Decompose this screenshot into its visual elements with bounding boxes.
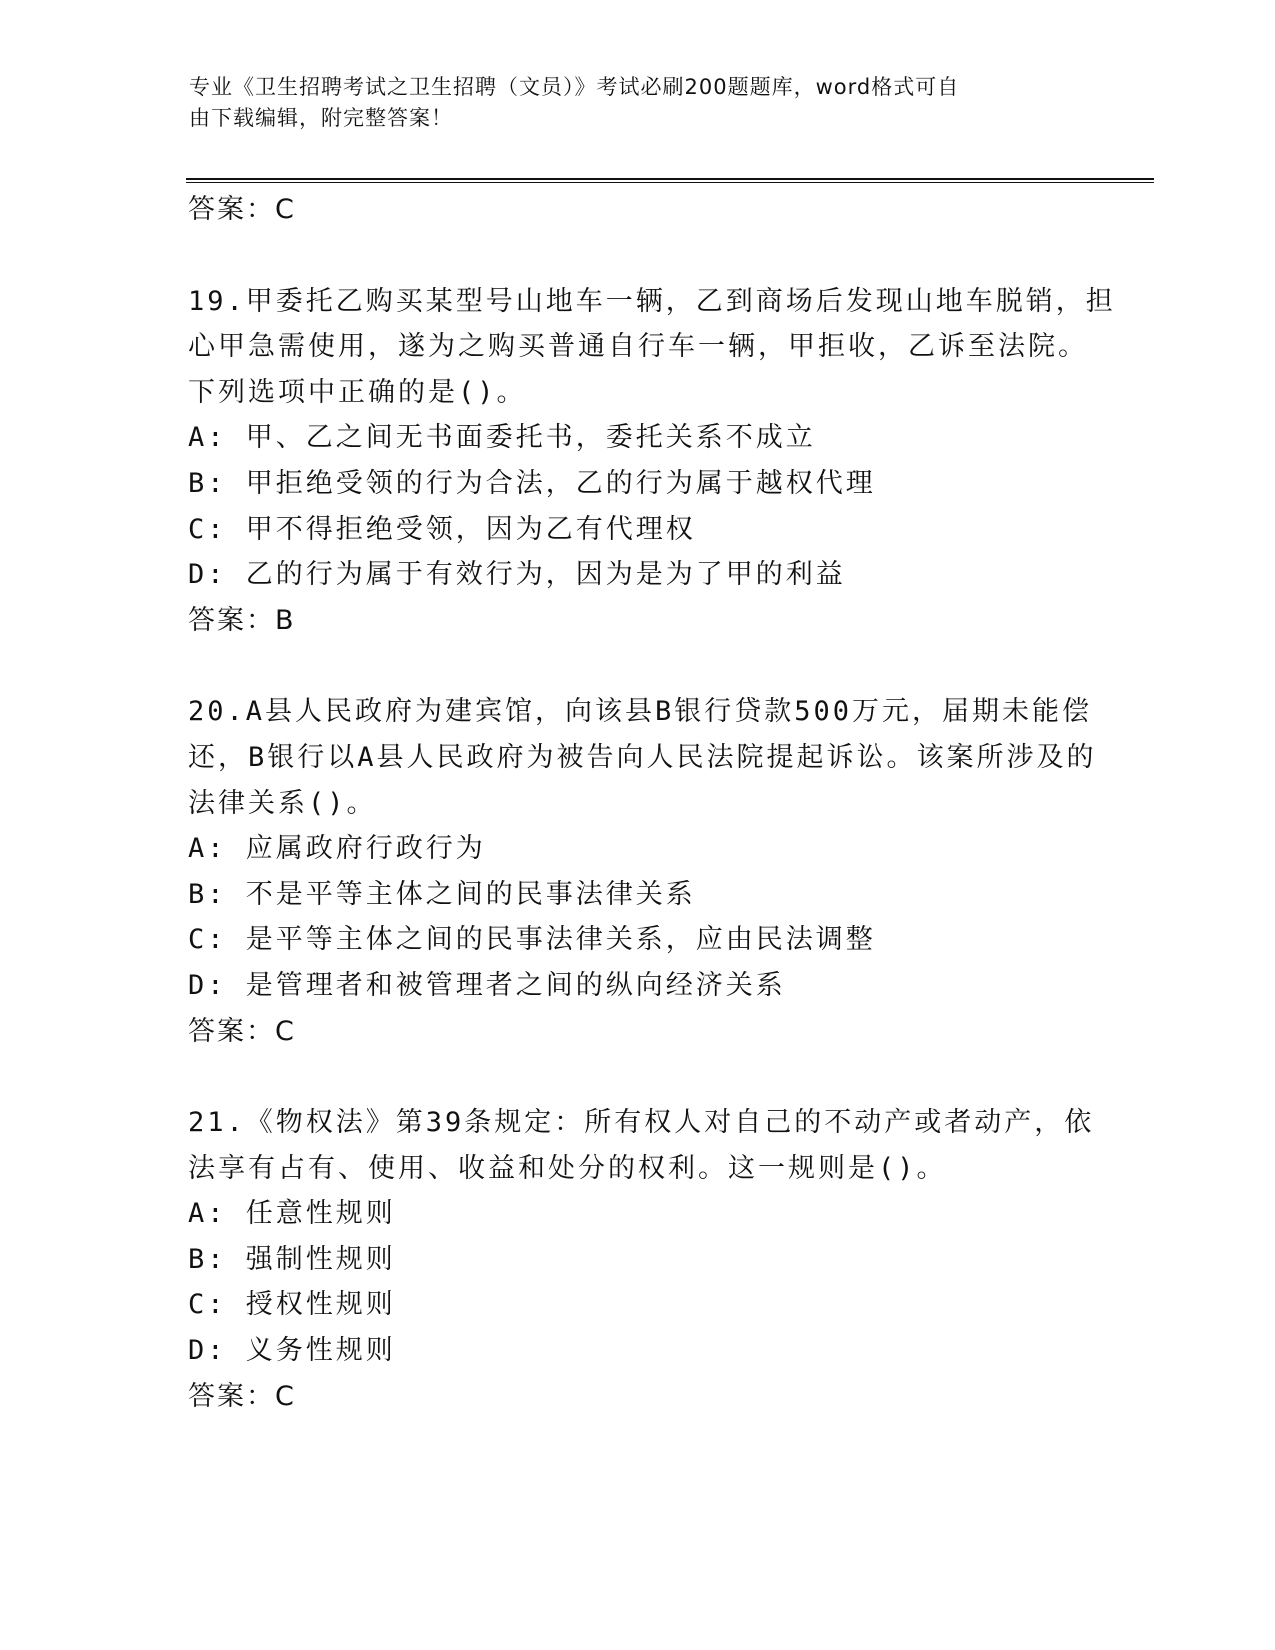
question-block [188,279,1116,644]
header-line: 由下载编辑，附完整答案！ [189,106,453,130]
question-stem-line: 下列选项中正确的是()。 [188,376,527,408]
question-stem-line: 21.《物权法》第39条规定：所有权人对自己的不动产或者动产，依 [188,1107,1095,1139]
option-d: D: 义务性规则 [188,1335,396,1367]
option-a: A: 应属政府行政行为 [188,833,486,865]
option-a: A: 任意性规则 [188,1198,396,1230]
option-b: B: 甲拒绝受领的行为合法，乙的行为属于越权代理 [188,467,876,499]
answer-line: 答案：C [188,1380,296,1412]
question-block [188,689,1097,1054]
option-c: C: 甲不得拒绝受领，因为乙有代理权 [188,513,696,545]
question-stem-line: 20.A县人民政府为建宾馆，向该县B银行贷款500万元，届期未能偿 [188,696,1093,728]
question-stem-line: 还，B银行以A县人民政府为被告向人民法院提起诉讼。该案所涉及的 [188,741,1097,773]
question-stem-line: 法享有占有、使用、收益和处分的权利。这一规则是()。 [188,1152,947,1184]
option-b: B: 强制性规则 [188,1243,396,1275]
question-stem-line: 法律关系()。 [188,787,377,819]
document-body [188,187,1116,1419]
question-stem-line: 心甲急需使用，遂为之购买普通自行车一辆，甲拒收，乙诉至法院。 [188,331,1088,363]
header-rule [186,178,1154,180]
answer-line: 答案：B [188,604,296,636]
question-block [188,1100,1095,1419]
question-stem-line: 19.甲委托乙购买某型号山地车一辆，乙到商场后发现山地车脱销，担 [188,285,1116,317]
page-header [189,72,1069,134]
option-c: C: 是平等主体之间的民事法律关系，应由民法调整 [188,924,876,956]
answer-line: 答案：C [188,1015,296,1047]
option-a: A: 甲、乙之间无书面委托书，委托关系不成立 [188,422,816,454]
option-c: C: 授权性规则 [188,1289,396,1321]
option-d: D: 乙的行为属于有效行为，因为是为了甲的利益 [188,559,846,591]
header-line: 专业《卫生招聘考试之卫生招聘（文员）》考试必刷200题题库，word格式可自 [189,75,960,99]
answer-line: 答案：C [188,194,296,225]
option-b: B: 不是平等主体之间的民事法律关系 [188,878,696,910]
header-rule-thin [186,182,1154,183]
option-d: D: 是管理者和被管理者之间的纵向经济关系 [188,969,786,1001]
